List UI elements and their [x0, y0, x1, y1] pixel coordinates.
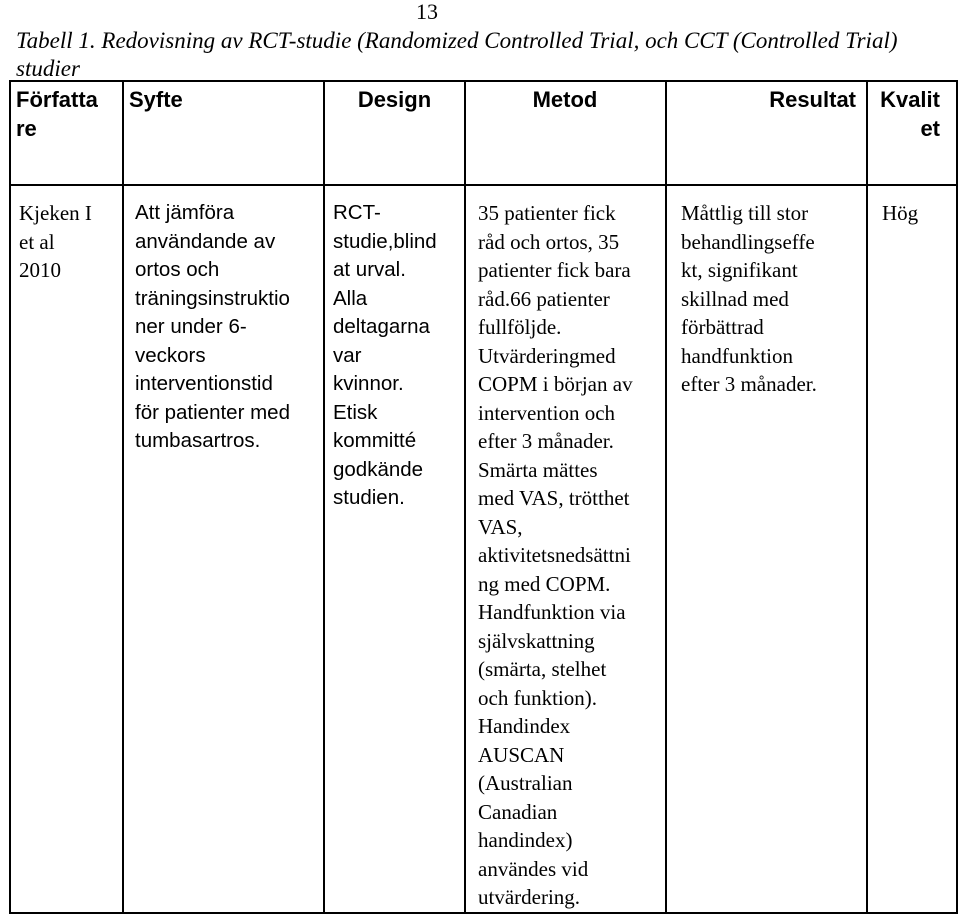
- cell-purpose: [123, 185, 324, 913]
- header-author: [10, 81, 123, 185]
- header-purpose: [123, 81, 324, 185]
- table-caption: Tabell 1. Redovisning av RCT-studie (Randomized Controlled Trial, och CCT (Controlled Trial) studier: [16, 28, 898, 81]
- header-design-label: Design: [357, 87, 432, 112]
- study-table: [9, 80, 958, 914]
- table-header-row: [10, 81, 957, 185]
- cell-design-text: RCT- studie,blind at urval. Alla deltagarna var kvinnor. Etisk kommitté godkände studien.: [333, 201, 437, 509]
- table-row: [10, 185, 957, 913]
- header-quality: [867, 81, 957, 185]
- cell-quality: [867, 185, 957, 913]
- cell-method: [465, 185, 666, 913]
- cell-author: [10, 185, 123, 913]
- cell-design: [324, 185, 465, 913]
- header-method-label: Metod: [532, 87, 598, 112]
- cell-result-text: Måttlig till stor behandlingseffe kt, signifikant skillnad med förbättrad handfunktion efter 3 månader.: [681, 201, 817, 396]
- header-method: [465, 81, 666, 185]
- header-author-label: Författa re: [16, 87, 98, 141]
- cell-purpose-text: Att jämföra användande av ortos och träningsinstruktio ner under 6- veckors interventionstid för patienter med tumbasartros.: [135, 201, 290, 452]
- page-number: 13: [416, 0, 438, 24]
- header-quality-label: Kvalit et: [880, 87, 940, 141]
- cell-quality-text: Hög: [882, 201, 919, 225]
- header-result-label: Resultat: [769, 87, 856, 112]
- header-result: [666, 81, 867, 185]
- header-design: [324, 81, 465, 185]
- header-purpose-label: Syfte: [129, 87, 183, 112]
- cell-result: [666, 185, 867, 913]
- cell-method-text: 35 patienter fick råd och ortos, 35 patienter fick bara råd.66 patienter fullföljde. Utvärderingmed COPM i början av intervention och efter 3 månader. Smärta mättes med VAS, trötthet VAS, aktivitetsnedsättni ng med COPM. Handfunktion via självskattning (smärta, stelhet och funktion). Handindex AUSCAN (Australian Canadian handindex) användes vid utvärdering.: [478, 201, 633, 909]
- cell-author-text: Kjeken I et al 2010: [19, 201, 92, 282]
